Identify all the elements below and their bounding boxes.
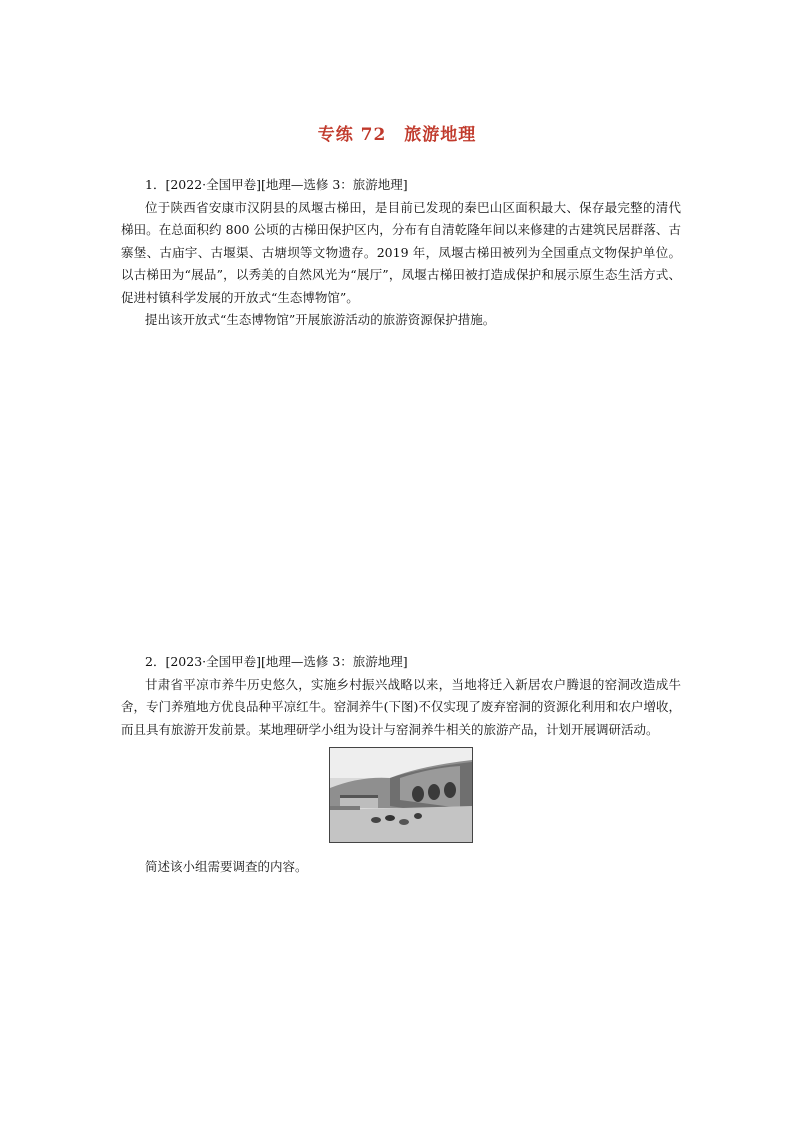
question-2-header: 2．[2023·全国甲卷][地理—选修 3：旅游地理] <box>145 654 408 669</box>
question-2-prompt: 简述该小组需要调查的内容。 <box>145 858 308 874</box>
question-1-prompt: 提出该开放式“生态博物馆”开展旅游活动的旅游资源保护措施。 <box>145 312 496 327</box>
question-1 <box>121 174 681 332</box>
question-1-body: 位于陕西省安康市汉阴县的凤堰古梯田，是目前已发现的秦巴山区面积最大、保存最完整的清代梯田。在总面积约 800 公顷的古梯田保护区内，分布有自清乾隆年间以来修建的古建筑民居群落、古寨堡、古庙宇、古堰渠、古塘坝等文物遗存。2019 年，凤堰古梯田被列为全国重点文物保护单位。以古梯田为“展品”，以秀美的自然风光为“展厅”，凤堰古梯田被打造成保护和展示原生态生活方式、促进村镇科学发展的开放式“生态博物馆”。 <box>121 199 681 305</box>
question-2-body: 甘肃省平凉市养牛历史悠久，实施乡村振兴战略以来，当地将迁入新居农户腾退的窑洞改造成牛舍，专门养殖地方优良品种平凉红牛。窑洞养牛(下图)不仅实现了废弃窑洞的资源化利用和农户增收，而且具有旅游开发前景。某地理研学小组为设计与窑洞养牛相关的旅游产品，计划开展调研活动。 <box>121 676 681 737</box>
question-1-header: 1．[2022·全国甲卷][地理—选修 3：旅游地理] <box>145 177 408 192</box>
question-2 <box>121 651 681 878</box>
cave-cattle-photo <box>329 747 473 843</box>
page-title: 专练 72 旅游地理 <box>317 125 477 145</box>
